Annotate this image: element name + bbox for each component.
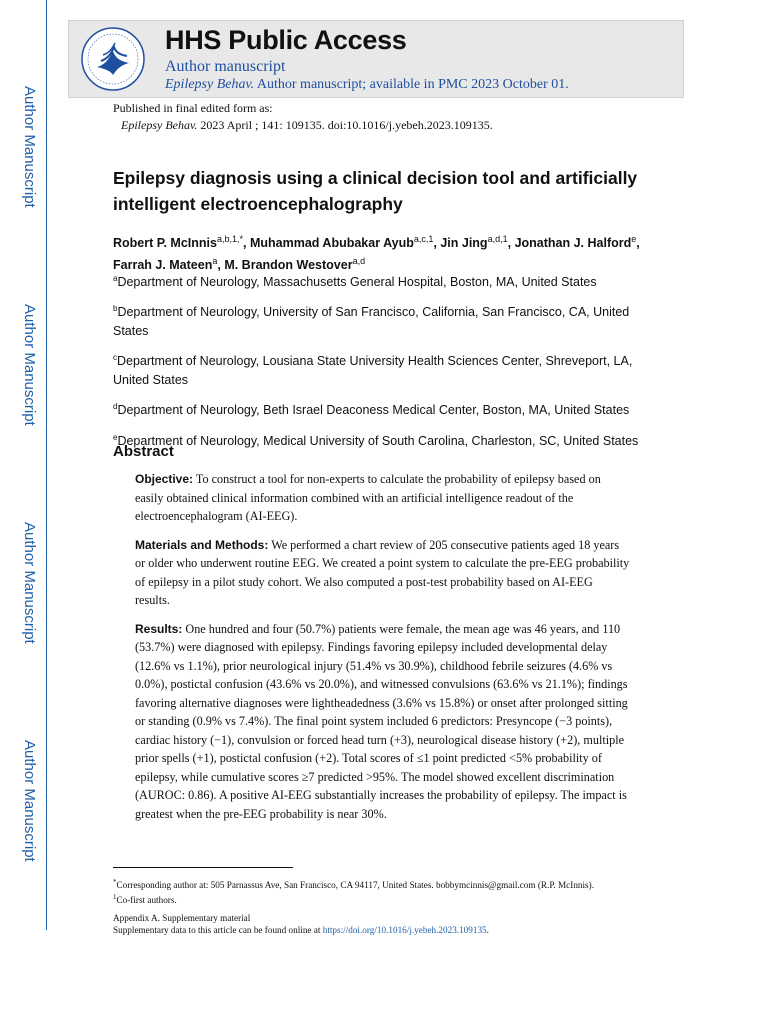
affiliation	[113, 269, 653, 292]
affiliation-text: Department of Neurology, Medical University of South Carolina, Charleston, SC, United States	[117, 433, 639, 448]
published-info	[113, 100, 493, 134]
footnotes	[113, 876, 673, 936]
author-affil-sup: a,d,1	[487, 234, 508, 244]
supp-text: Supplementary data to this article can be found online at	[113, 925, 323, 936]
affiliation-list	[113, 269, 653, 458]
footnote-divider	[113, 867, 293, 868]
affiliation	[113, 348, 653, 390]
section-label: Results:	[135, 621, 183, 636]
abstract-objective	[135, 470, 630, 526]
section-text: To construct a tool for non-experts to calculate the probability of epilepsy based on easily obtained clinical information combined with an artificial intelligence readout of the electroencephalogram (AI-EEG).	[135, 472, 601, 523]
section-label: Materials and Methods:	[135, 537, 269, 552]
supp-end: .	[486, 925, 489, 936]
affiliation-text: Department of Neurology, Beth Israel Deaconess Medical Center, Boston, MA, United States	[117, 403, 630, 418]
abstract-heading: Abstract	[113, 443, 174, 460]
author-affil-sup: a,b,1,*	[216, 234, 243, 244]
published-citation: 2023 April ; 141: 109135. doi:10.1016/j.yebeh.2023.109135.	[200, 118, 493, 132]
affiliation	[113, 299, 653, 341]
published-citation-line	[113, 117, 493, 134]
footnote-text: Corresponding author at: 505 Parnassus Ave, San Francisco, CA 94117, United States. bobbymcinnis@gmail.com (R.P. McInnis).	[116, 880, 594, 891]
affiliation-text: Department of Neurology, University of San Francisco, California, San Francisco, CA, United States	[113, 305, 630, 339]
side-label-3: Author Manuscript	[21, 522, 38, 644]
sidebar	[0, 0, 47, 930]
author-name: Jin Jing	[440, 236, 488, 251]
author-affil-sup: a,c,1	[413, 234, 434, 244]
availability-text: Author manuscript; available in PMC 2023 October 01.	[256, 77, 569, 92]
hhs-eagle-seal-icon	[79, 25, 147, 93]
section-text: We performed a chart review of 205 consecutive patients aged 18 years or older who underwent routine EEG. We created a point system to calculate the pre-EEG probability of epilepsy in a pilot study cohort. We also computed a post-test probability based on AI-EEG results.	[135, 537, 630, 607]
abstract-body	[135, 470, 630, 833]
side-label-4: Author Manuscript	[21, 740, 38, 862]
affiliation-text: Department of Neurology, Lousiana State University Health Sciences Center, Shreveport, LA, United States	[113, 354, 633, 388]
section-label: Objective:	[135, 472, 194, 486]
affiliation-text: Department of Neurology, Massachusetts General Hospital, Boston, MA, United States	[117, 275, 597, 290]
affiliation-sup: e	[113, 432, 118, 442]
author-name: M. Brandon Westover	[224, 258, 353, 273]
author-name: Jonathan J. Halford	[514, 236, 632, 251]
author-name: Farrah J. Mateen	[113, 258, 213, 273]
side-label-1: Author Manuscript	[21, 86, 38, 208]
affiliation	[113, 428, 653, 451]
cofirst-note	[113, 891, 673, 906]
supplementary-note	[113, 924, 673, 936]
affiliation-sup: c	[113, 353, 117, 363]
abstract-results	[135, 620, 630, 824]
hhs-title: HHS Public Access	[165, 25, 407, 55]
author-affil-sup: a,d	[352, 256, 366, 267]
author-manuscript-label: Author manuscript	[165, 58, 286, 75]
author-affil-sup: e	[631, 234, 637, 244]
article-title: Epilepsy diagnosis using a clinical decision tool and artificially intelligent electroencephalography	[113, 168, 638, 214]
hhs-header	[68, 20, 684, 98]
side-label-2: Author Manuscript	[21, 304, 38, 426]
corresponding-author-note	[113, 876, 673, 891]
footnote-sup: 1	[113, 893, 117, 902]
appendix-note: Appendix A. Supplementary material	[113, 913, 251, 924]
footnote-text: Co-first authors.	[116, 895, 177, 906]
published-journal: Epilepsy Behav.	[121, 118, 198, 132]
section-text: One hundred and four (50.7%) patients were female, the mean age was 46 years, and 110 (53.7%) were diagnosed with epilepsy. Findings favoring epilepsy included developmental delay (12.6% vs 1.1%), prior neurological injury (51.4% vs 30.9%), childhood febrile seizures (4.6% vs 0.0%), postictal confusion (43.6% vs 20.0%), and witnessed convulsions (63.6% vs 21.1%); findings favoring alternative diagnoses were lightheadedness (3.6% vs 15.8%) or onset after prolonged sitting or standing (0.9% vs 7.4%). The final point system included 6 predictors: Presyncope (−3 points), cardiac history (−1), convulsion or forced head turn (+3), neurological disease history (+2), multiple prior spells (+1), postictal confusion (+2). Total scores of ≤1 point predicted <5% probability of epilepsy, while cumulative scores ≥7 predicted >95%. The model showed excellent discrimination (AUROC: 0.86). A positive AI-EEG substantially increases the probability of epilepsy. The impact is greatest when the pre-EEG probability is near 30%.	[135, 621, 628, 821]
affiliation-sup: d	[113, 402, 118, 412]
supplementary-doi-link[interactable]: https://doi.org/10.1016/j.yebeh.2023.109135	[322, 925, 487, 936]
abstract-methods	[135, 536, 630, 610]
affiliation-sup: b	[113, 304, 118, 314]
published-label: Published in final edited form as:	[113, 101, 273, 115]
footnote-sup: *	[113, 878, 117, 886]
journal-name: Epilepsy Behav.	[165, 77, 255, 92]
affiliation-sup: a	[113, 274, 118, 283]
author-list: Robert P. McInnis$^{a,b,1,*}$, Muhammad Abubakar Ayub$^{a,c,1}$, Jin Jing$^{a,d,1}$, Jonathan J. Halford$^e$, Farrah J. Mateen$^a$, M. Brandon Westover$^{a,d}$	[113, 234, 640, 273]
author-name: Muhammad Abubakar Ayub	[249, 236, 414, 251]
journal-availability	[165, 77, 569, 93]
affiliation	[113, 397, 653, 420]
author-name: Robert P. McInnis	[113, 236, 217, 251]
author-affil-sup: a	[212, 256, 218, 267]
